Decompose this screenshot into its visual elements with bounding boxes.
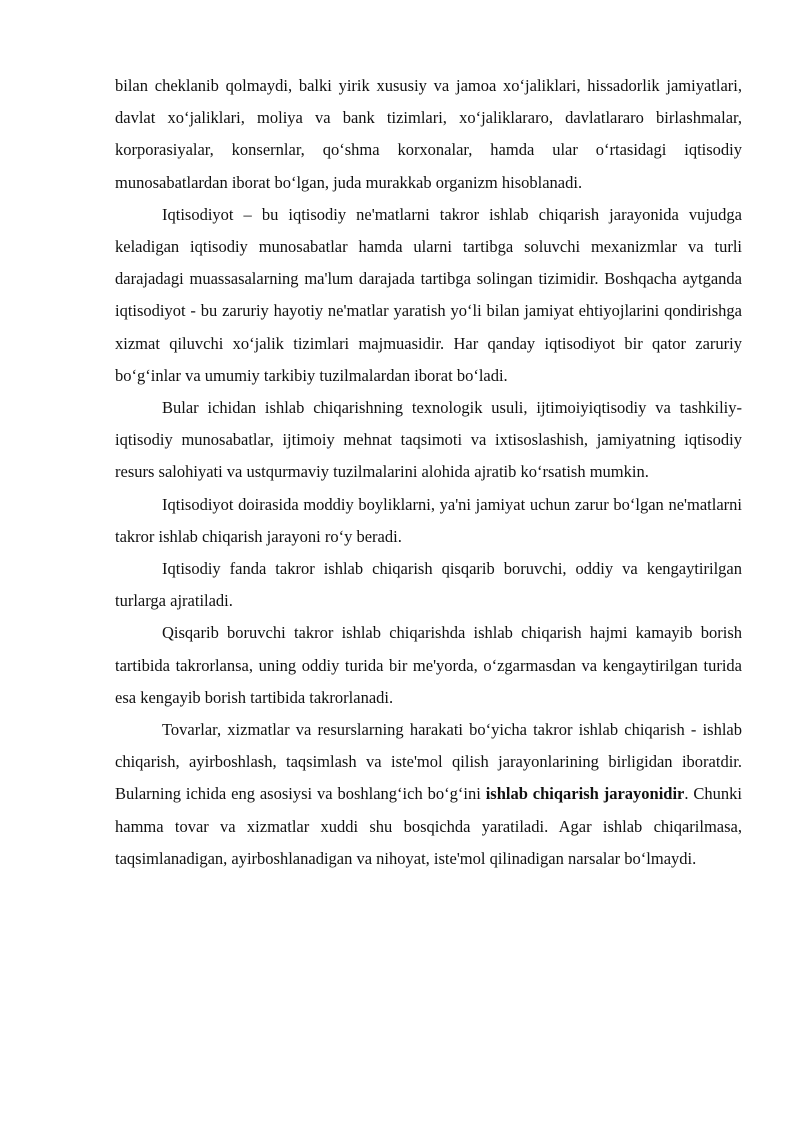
paragraph-1: bilan cheklanib qolmaydi, balki yirik xususiy va jamoa xo‘jaliklari, hissadorlik jamiyatlari, davlat xo‘jaliklari, moliya va bank tizimlari, xo‘jaliklararo, davlatlararo birlashmalar, korporasiyalar, konsernlar, qo‘shma korxonalar, hamda ular o‘rtasidagi iqtisodiy munosabatlardan iborat bo‘lgan, juda murakkab organizm hisoblanadi. [115, 76, 742, 192]
paragraph-5: Iqtisodiy fanda takror ishlab chiqarish qisqarib boruvchi, oddiy va kengaytirilgan turlarga ajratiladi. [115, 559, 742, 611]
paragraph-7 [115, 714, 742, 875]
paragraph-4: Iqtisodiyot doirasida moddiy boyliklarni, ya'ni jamiyat uchun zarur bo‘lgan ne'matlarni takror ishlab chiqarish jarayoni ro‘y beradi. [115, 494, 742, 546]
paragraph-7-text-after: . Chunki hamma tovar va xizmatlar xuddi shu bosqichda yaratiladi. Agar ishlab chiqarilmasa, taqsimlanadigan, ayirboshlanadigan va nihoyat, iste'mol qilinadigan narsalar bo‘lmaydi. [115, 784, 742, 868]
paragraph-3: Bular ichidan ishlab chiqarishning texnologik usuli, ijtimoiyiqtisodiy va tashkiliy-iqtisodiy munosabatlar, ijtimoiy mehnat taqsimoti va ixtisoslashish, jamiyatning iqtisodiy resurs salohiyati va ustqurmaviy tuzilmalarini alohida ajratib ko‘rsatish mumkin. [115, 398, 742, 482]
paragraph-7-text-before: Tovarlar, xizmatlar va resurslarning harakati bo‘yicha takror ishlab chiqarish - ishlab chiqarish, ayirboshlash, taqsimlash va iste'mol qilish jarayonlarining birligidan iboratdir. Bularning ichida eng asosiysi va boshlang‘ich bo‘g‘ini [115, 720, 742, 804]
paragraph-6: Qisqarib boruvchi takror ishlab chiqarishda ishlab chiqarish hajmi kamayib borish tartibida takrorlansa, uning oddiy turida bir me'yorda, o‘zgarmasdan va kengaytirilgan turida esa kengayib borish tartibida takrorlanadi. [115, 623, 742, 707]
paragraph-7-bold-term: ishlab chiqarish jarayonidir [485, 784, 685, 804]
paragraph-2: Iqtisodiyot – bu iqtisodiy ne'matlarni takror ishlab chiqarish jarayonida vujudga keladigan iqtisodiy munosabatlar hamda ularni tartibga soluvchi mexanizmlar va turli darajadagi muassasalarning ma'lum darajada tartibga solingan tizimidir. Boshqacha aytganda iqtisodiyot - bu zaruriy hayotiy ne'matlar yaratish yo‘li bilan jamiyat ehtiyojlarini qondirishga xizmat qiluvchi xo‘jalik tizimlari majmuasidir. Har qanday iqtisodiyot bir qator zaruriy bo‘g‘inlar va umumiy tarkibiy tuzilmalardan iborat bo‘ladi. [115, 204, 742, 385]
document-page [115, 70, 742, 875]
